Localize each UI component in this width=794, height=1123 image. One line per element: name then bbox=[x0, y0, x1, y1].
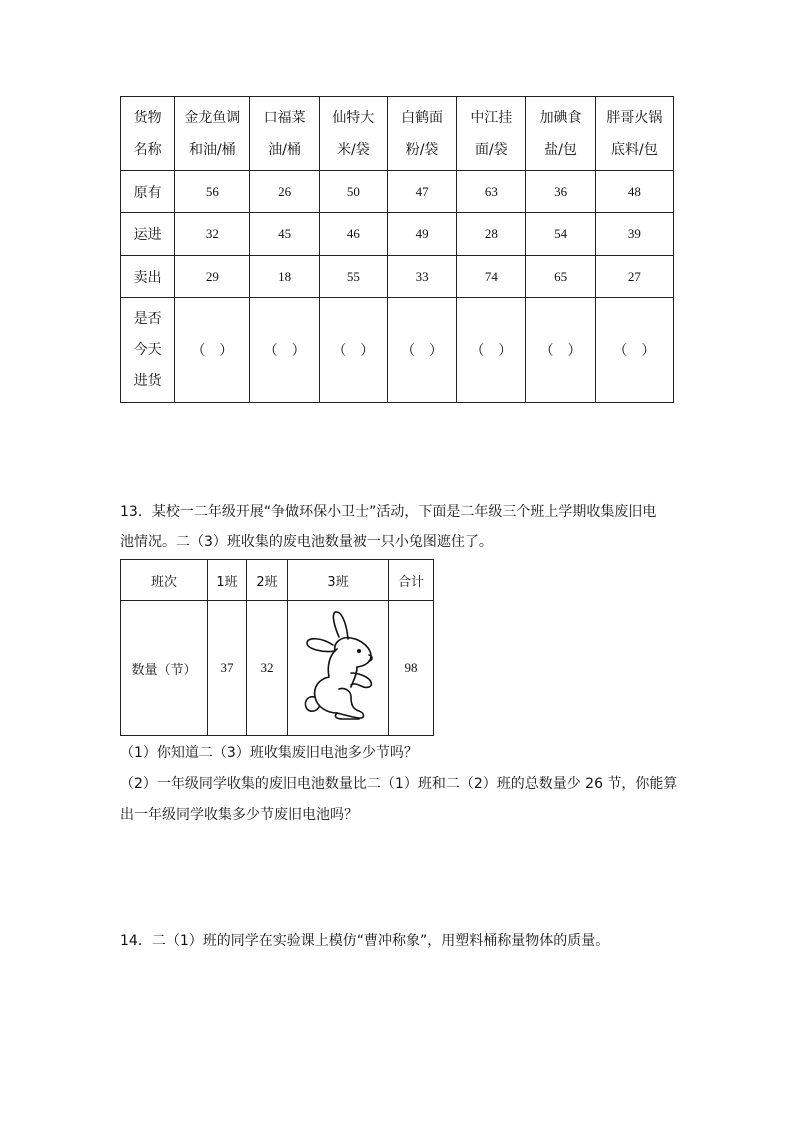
value-cell: 46 bbox=[319, 213, 387, 256]
goods-table bbox=[120, 96, 674, 403]
q14-text-line: 14．二（1）班的同学在实验课上模仿“曹冲称象”，用塑料桶称量物体的质量。 bbox=[120, 933, 610, 949]
goods-name-cell bbox=[250, 97, 319, 171]
header-cell: 合计 bbox=[389, 560, 434, 601]
value-cell: 28 bbox=[457, 213, 526, 256]
answer-blank[interactable]: （ ） bbox=[319, 298, 387, 403]
goods-name: 白鹤面 bbox=[401, 109, 444, 126]
row-label: 原有 bbox=[121, 171, 175, 213]
row-label bbox=[121, 298, 175, 403]
answer-blank[interactable]: （ ） bbox=[526, 298, 595, 403]
value-cell: 56 bbox=[175, 171, 250, 213]
q13-sub2-line: 出一年级同学收集多少节废旧电池吗？ bbox=[120, 807, 358, 823]
restock-label-line: 进货 bbox=[133, 372, 162, 389]
value-cell: 45 bbox=[250, 213, 319, 256]
goods-name: 底料/包 bbox=[610, 141, 658, 158]
goods-name-cell bbox=[457, 97, 526, 171]
value-cell: 39 bbox=[595, 213, 673, 256]
goods-name: 油/桶 bbox=[268, 141, 301, 158]
value-cell: 63 bbox=[457, 171, 526, 213]
goods-name: 和油/桶 bbox=[188, 141, 236, 158]
goods-name: 米/袋 bbox=[336, 141, 370, 158]
answer-blank[interactable]: （ ） bbox=[175, 298, 250, 403]
battery-header-row bbox=[121, 560, 434, 601]
goods-name: 盐/包 bbox=[544, 141, 577, 158]
answer-blank[interactable]: （ ） bbox=[387, 298, 456, 403]
header-cell: 3班 bbox=[288, 560, 389, 601]
header-label-cell bbox=[121, 97, 175, 171]
goods-name-cell bbox=[595, 97, 673, 171]
goods-name: 口福菜 bbox=[263, 109, 306, 126]
goods-header-row bbox=[121, 97, 674, 171]
goods-name-cell bbox=[526, 97, 595, 171]
value-cell: 55 bbox=[319, 256, 387, 298]
value-cell: 50 bbox=[319, 171, 387, 213]
rabbit-cell bbox=[288, 601, 389, 736]
header-cell: 1班 bbox=[208, 560, 247, 601]
q13-sub2-line: （2）一年级同学收集的废旧电池数量比二（1）班和二（2）班的总数量少 26 节，你能算 bbox=[120, 776, 678, 792]
goods-name: 粉/袋 bbox=[405, 141, 439, 158]
rabbit-icon bbox=[293, 609, 383, 727]
header-label-line: 名称 bbox=[133, 141, 162, 158]
restock-label-line: 今天 bbox=[133, 341, 162, 358]
answer-blank[interactable]: （ ） bbox=[250, 298, 319, 403]
q13-text-line: 池情况。二（3）班收集的废电池数量被一只小兔图遮住了。 bbox=[120, 534, 493, 550]
restock-label-line: 是否 bbox=[133, 310, 162, 327]
value-cell: 54 bbox=[526, 213, 595, 256]
goods-name: 金龙鱼调 bbox=[184, 109, 241, 126]
in-row bbox=[121, 213, 674, 256]
value-cell: 37 bbox=[208, 601, 247, 736]
answer-blank[interactable]: （ ） bbox=[595, 298, 673, 403]
row-label: 运进 bbox=[121, 213, 175, 256]
value-cell: 33 bbox=[387, 256, 456, 298]
battery-value-row bbox=[121, 601, 434, 736]
value-cell: 49 bbox=[387, 213, 456, 256]
value-cell: 27 bbox=[595, 256, 673, 298]
header-cell: 2班 bbox=[247, 560, 288, 601]
goods-name-cell bbox=[175, 97, 250, 171]
goods-name: 加碘食 bbox=[539, 109, 582, 126]
answer-blank[interactable]: （ ） bbox=[457, 298, 526, 403]
goods-name: 胖哥火锅 bbox=[606, 109, 663, 126]
value-cell: 47 bbox=[387, 171, 456, 213]
value-cell: 32 bbox=[175, 213, 250, 256]
value-cell: 26 bbox=[250, 171, 319, 213]
total-cell: 98 bbox=[389, 601, 434, 736]
original-row bbox=[121, 171, 674, 213]
header-label-line: 货物 bbox=[133, 109, 162, 126]
q13-text-line: 13．某校一二年级开展“争做环保小卫士”活动，下面是二年级三个班上学期收集废旧电 bbox=[120, 504, 657, 520]
restock-row bbox=[121, 298, 674, 403]
value-cell: 32 bbox=[247, 601, 288, 736]
value-cell: 48 bbox=[595, 171, 673, 213]
q13-sub1: （1）你知道二（3）班收集废旧电池多少节吗？ bbox=[120, 745, 418, 761]
goods-name: 面/袋 bbox=[474, 141, 508, 158]
goods-name-cell bbox=[319, 97, 387, 171]
value-cell: 18 bbox=[250, 256, 319, 298]
battery-table bbox=[120, 559, 434, 736]
row-label: 数量（节） bbox=[121, 601, 208, 736]
value-cell: 65 bbox=[526, 256, 595, 298]
value-cell: 36 bbox=[526, 171, 595, 213]
goods-name: 仙特大 bbox=[332, 109, 375, 126]
value-cell: 74 bbox=[457, 256, 526, 298]
header-cell: 班次 bbox=[121, 560, 208, 601]
goods-name-cell bbox=[387, 97, 456, 171]
value-cell: 29 bbox=[175, 256, 250, 298]
row-label: 卖出 bbox=[121, 256, 175, 298]
sold-row bbox=[121, 256, 674, 298]
goods-name: 中江挂 bbox=[470, 109, 513, 126]
